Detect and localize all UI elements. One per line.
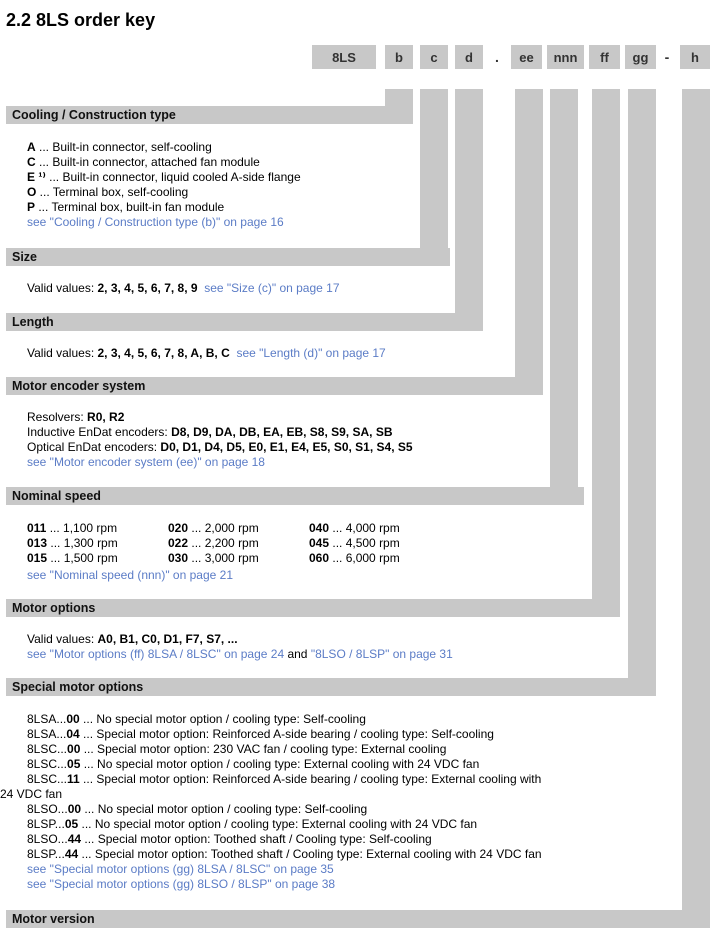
size-header: Size (6, 248, 450, 266)
connector-nnn (550, 89, 578, 487)
cooling-link[interactable]: see "Cooling / Construction type (b)" on page 16 (27, 215, 284, 229)
size-values: 2, 3, 4, 5, 6, 7, 8, 9 (97, 281, 198, 295)
special-item: 8LSC...05 ... No special motor option / cooling type: External cooling with 24 VDC fan (27, 757, 480, 771)
special-item-cont: 24 VDC fan (0, 787, 63, 801)
cooling-item-a: A ... Built-in connector, self-cooling (27, 140, 212, 154)
special-item: 8LSC...11 ... Special motor option: Reinforced A-side bearing / cooling type: External cooling with (27, 772, 542, 786)
connector-h (682, 89, 710, 912)
encoder-header: Motor encoder system (6, 377, 543, 395)
options-link-8lsa[interactable]: see "Motor options (ff) 8LSA / 8LSC" on page 24 (27, 647, 285, 661)
cooling-item-c: C ... Built-in connector, attached fan module (27, 155, 260, 169)
special-section (0, 712, 542, 892)
key-c: c (420, 45, 448, 69)
connector-c (420, 89, 448, 248)
key-gg: gg (625, 45, 656, 69)
length-section: Valid values: 2, 3, 4, 5, 6, 7, 8, A, B, C see "Length (d)" on page 17 (27, 346, 386, 360)
encoder-section (27, 410, 413, 470)
special-item: 8LSA...04 ... Special motor option: Reinforced A-side bearing / cooling type: Self-cooling (27, 727, 494, 741)
special-item: 8LSP...44 ... Special motor option: Toothed shaft / Cooling type: External cooling with 24 VDC fan (27, 847, 542, 861)
version-header: Motor version (6, 910, 710, 928)
speed-link-wrap (27, 568, 233, 583)
length-link[interactable]: see "Length (d)" on page 17 (236, 346, 386, 360)
key-b: b (385, 45, 413, 69)
speed-col-1: 011 ... 1,100 rpm 013 ... 1,300 rpm 015 ... 1,500 rpm (27, 521, 118, 565)
key-8ls: 8LS (312, 45, 376, 69)
special-link-8lsa[interactable]: see "Special motor options (gg) 8LSA / 8LSC" on page 35 (27, 862, 334, 876)
special-item: 8LSO...44 ... Special motor option: Toothed shaft / Cooling type: Self-cooling (27, 832, 432, 846)
encoder-link[interactable]: see "Motor encoder system (ee)" on page 18 (27, 455, 265, 469)
connector-d (455, 89, 483, 313)
special-item: 8LSC...00 ... Special motor option: 230 VAC fan / cooling type: External cooling (27, 742, 447, 756)
speed-col-3: 040 ... 4,000 rpm 045 ... 4,500 rpm 060 ... 6,000 rpm (309, 521, 400, 565)
connector-ff (592, 89, 620, 599)
speed-col-2: 020 ... 2,000 rpm 022 ... 2,200 rpm 030 ... 3,000 rpm (168, 521, 259, 565)
key-dash: - (664, 49, 670, 65)
connector-gg (628, 89, 656, 678)
length-values: 2, 3, 4, 5, 6, 7, 8, A, B, C (97, 346, 230, 360)
speed-link[interactable]: see "Nominal speed (nnn)" on page 21 (27, 568, 233, 582)
key-d: d (455, 45, 483, 69)
cooling-item-e: E ¹⁾ ... Built-in connector, liquid cooled A-side flange (27, 170, 301, 184)
key-nnn: nnn (547, 45, 584, 69)
cooling-section (27, 140, 301, 230)
special-item: 8LSP...05 ... No special motor option / cooling type: External cooling with 24 VDC fan (27, 817, 478, 831)
key-h: h (680, 45, 710, 69)
key-dot: . (495, 49, 499, 65)
special-item: 8LSO...00 ... No special motor option / cooling type: Self-cooling (27, 802, 368, 816)
encoder-inductive: Inductive EnDat encoders: D8, D9, DA, DB, EA, EB, S8, S9, SA, SB (27, 425, 393, 439)
speed-header: Nominal speed (6, 487, 584, 505)
options-section: Valid values: A0, B1, C0, D1, F7, S7, ... see "Motor options (ff) 8LSA / 8LSC" on page 24 and "8LSO / 8LSP" on page 31 (27, 632, 453, 661)
length-header: Length (6, 313, 483, 331)
size-link[interactable]: see "Size (c)" on page 17 (204, 281, 340, 295)
cooling-item-o: O ... Terminal box, self-cooling (27, 185, 189, 199)
special-link-8lso[interactable]: see "Special motor options (gg) 8LSO / 8LSP" on page 38 (27, 877, 336, 891)
connector-b (385, 89, 413, 107)
size-section: Valid values: 2, 3, 4, 5, 6, 7, 8, 9 see "Size (c)" on page 17 (27, 281, 340, 295)
encoder-optical: Optical EnDat encoders: D0, D1, D4, D5, E0, E1, E4, E5, S0, S1, S4, S5 (27, 440, 413, 454)
options-values: A0, B1, C0, D1, F7, S7, ... (97, 632, 238, 646)
connector-ee (515, 89, 543, 377)
key-ee: ee (511, 45, 542, 69)
options-header: Motor options (6, 599, 620, 617)
encoder-resolvers: Resolvers: R0, R2 (27, 410, 125, 424)
special-item: 8LSA...00 ... No special motor option / cooling type: Self-cooling (27, 712, 366, 726)
cooling-header: Cooling / Construction type (6, 106, 413, 124)
key-ff: ff (589, 45, 620, 69)
options-link-8lso[interactable]: "8LSO / 8LSP" on page 31 (310, 647, 453, 661)
special-header: Special motor options (6, 678, 656, 696)
page-title: 2.2 8LS order key (6, 10, 156, 30)
cooling-item-p: P ... Terminal box, built-in fan module (27, 200, 225, 214)
